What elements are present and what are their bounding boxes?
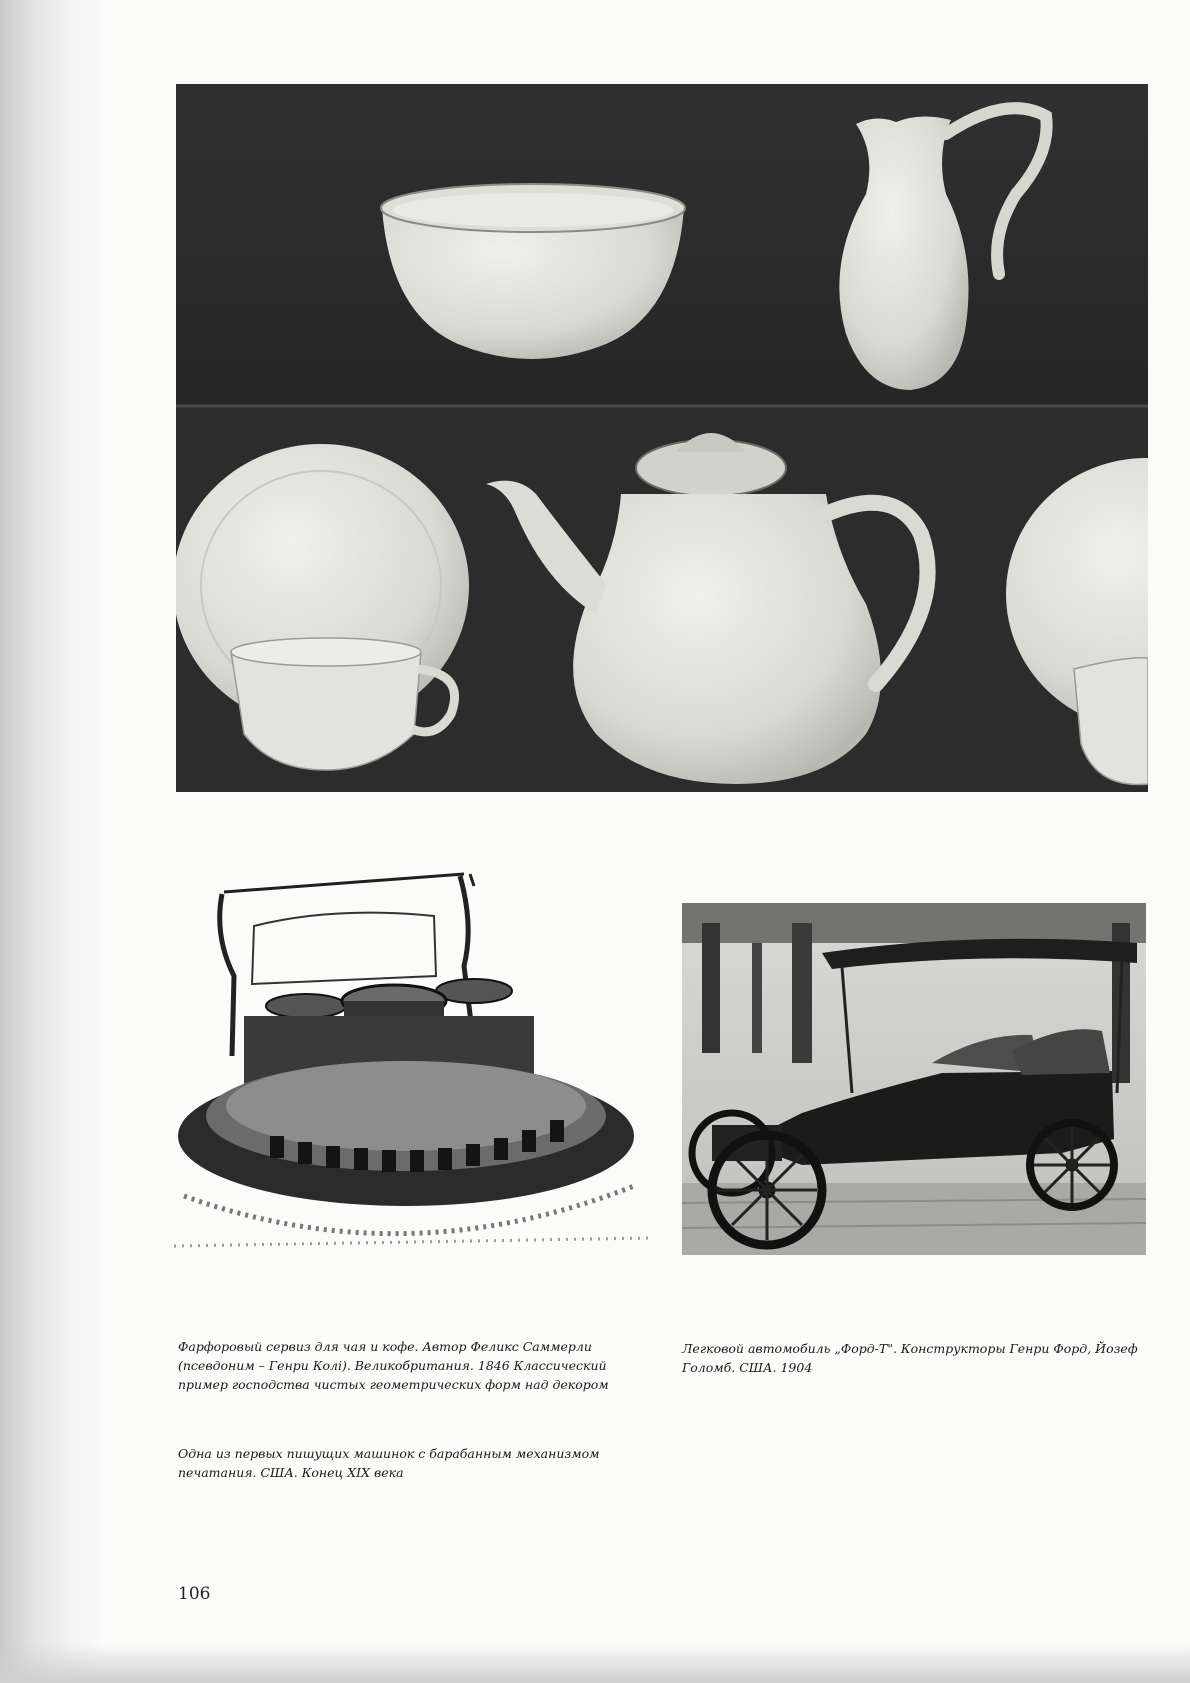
bottom-edge-shadow <box>0 1643 1190 1683</box>
caption-ford-model-t: Легковой автомобиль „Форд-Т". Конструкторы Генри Форд, Йозеф Голомб. США. 1904 <box>682 1341 1138 1375</box>
ford-model-t-photo <box>682 903 1146 1255</box>
typewriter-illustration <box>174 866 650 1260</box>
page-number: 106 <box>178 1584 211 1604</box>
porcelain-service-photo <box>176 84 1148 792</box>
caption-porcelain-service: Фарфоровый сервиз для чая и кофе. Автор Феликс Саммерли (псевдоним – Генри Колі). Великобритания. 1846 Классический пример господства чистых геометрических форм над декором <box>178 1339 609 1392</box>
book-binding-shadow <box>0 0 100 1683</box>
caption-typewriter: Одна из первых пишущих машинок с барабанным механизмом печатания. США. Конец XIX века <box>178 1446 600 1480</box>
